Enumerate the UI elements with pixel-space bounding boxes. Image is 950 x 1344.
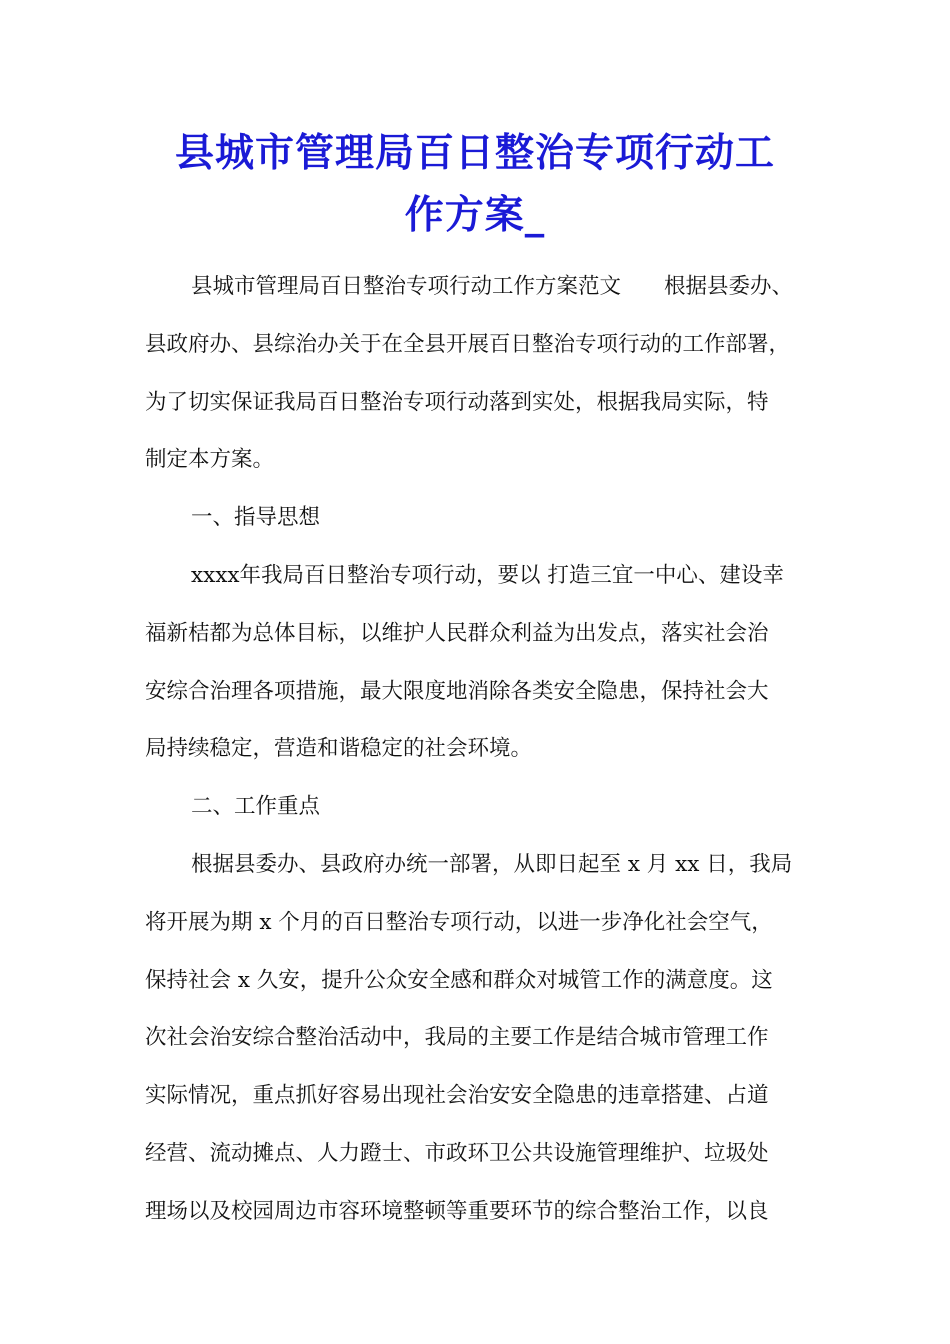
- paragraph-line: 将开展为期 x 个月的百日整治专项行动，以进一步净化社会空气，: [145, 909, 773, 935]
- document-body: [145, 258, 810, 1241]
- paragraph-line: 保持社会 x 久安，提升公众安全感和群众对城管工作的满意度。这: [145, 967, 773, 993]
- section-heading: 二、工作重点: [191, 794, 321, 820]
- paragraph-line: 县城市管理局百日整治专项行动工作方案范文 根据县委办、: [191, 274, 794, 299]
- paragraph-line: 县政府办、县综治办关于在全县开展百日整治专项行动的工作部署，: [145, 331, 791, 357]
- section-heading: 一、指导思想: [191, 505, 321, 531]
- paragraph-line: 局持续稳定，营造和谐稳定的社会环境。: [145, 736, 533, 762]
- paragraph-line: 福新桔都为总体目标，以维护人民群众利益为出发点，落实社会治: [145, 620, 769, 646]
- paragraph-line: 次社会治安综合整治活动中，我局的主要工作是结合城市管理工作: [145, 1025, 769, 1051]
- paragraph-line: 为了切实保证我局百日整治专项行动落到实处，根据我局实际，特: [145, 389, 769, 415]
- paragraph-line: 制定本方案。: [145, 447, 275, 473]
- paragraph-line: 根据县委办、县政府办统一部署，从即日起至 x 月 xx 日，我局: [191, 851, 793, 877]
- title-line: 县城市管理局百日整治专项行动工: [174, 130, 775, 176]
- title-line: 作方案_: [404, 192, 546, 238]
- document-title: [120, 122, 830, 246]
- paragraph-line: 安综合治理各项措施，最大限度地消除各类安全隐患，保持社会大: [145, 678, 769, 704]
- paragraph-line: 理场以及校园周边市容环境整顿等重要环节的综合整治工作，以良: [145, 1198, 769, 1224]
- paragraph-line: 经营、流动摊点、人力蹬士、市政环卫公共设施管理维护、垃圾处: [145, 1140, 769, 1166]
- paragraph-line: 实际情况，重点抓好容易出现社会治安安全隐患的违章搭建、占道: [145, 1083, 769, 1109]
- paragraph-line: xxxx年我局百日整治专项行动，要以 打造三宜一中心、建设幸: [191, 562, 784, 588]
